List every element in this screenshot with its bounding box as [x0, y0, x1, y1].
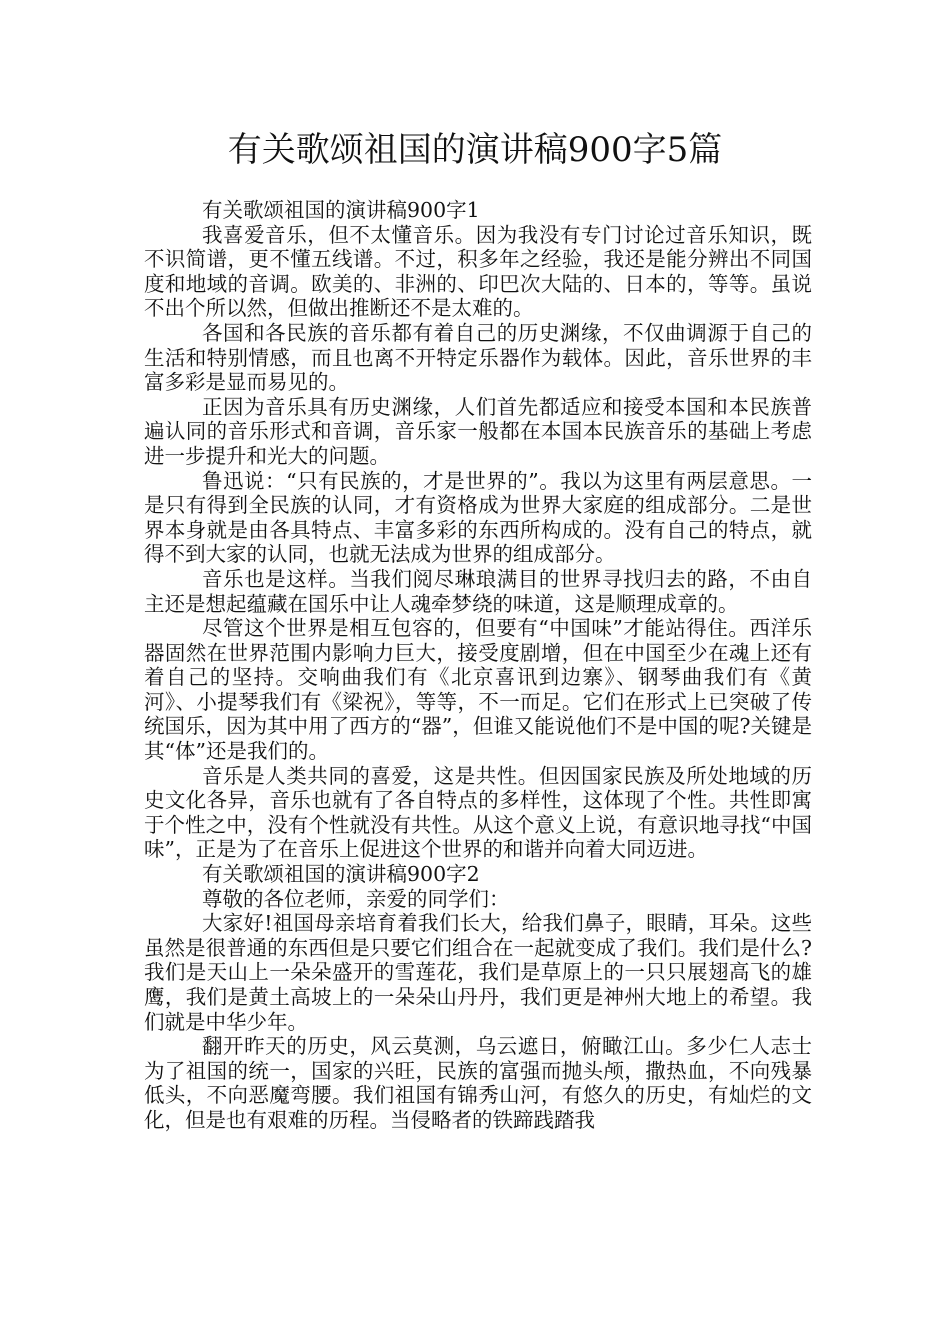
- paragraph: 音乐也是这样。当我们阅尽琳琅满目的世界寻找归去的路，不由自主还是想起蕴藏在国乐中让人魂牵梦绕的味道，这是顺理成章的。: [144, 566, 812, 616]
- paragraph: 大家好!祖国母亲培育着我们长大，给我们鼻子，眼睛，耳朵。这些虽然是很普通的东西但是只要它们组合在一起就变成了我们。我们是什么?我们是天山上一朵朵盛开的雪莲花，我们是草原上的一只只展翅高飞的雄鹰，我们是黄土高坡上的一朵朵山丹丹，我们更是神州大地上的希望。我们就是中华少年。: [144, 911, 812, 1034]
- paragraph: 各国和各民族的音乐都有着自己的历史渊缘，不仅曲调源于自己的生活和特别情感，而且也离不开特定乐器作为载体。因此，音乐世界的丰富多彩是显而易见的。: [144, 320, 812, 395]
- salutation: 尊敬的各位老师，亲爱的同学们：: [202, 886, 510, 911]
- document-title: 有关歌颂祖国的演讲稿900字5篇: [227, 130, 723, 170]
- paragraph: 正因为音乐具有历史渊缘，人们首先都适应和接受本国和本民族普遍认同的音乐形式和音调，音乐家一般都在本国本民族音乐的基础上考虑进一步提升和光大的问题。: [144, 394, 812, 468]
- paragraph: 音乐是人类共同的喜爱，这是共性。但因国家民族及所处地域的历史文化各异，音乐也就有了各自特点的多样性，这体现了个性。共性即寓于个性之中，没有个性就没有共性。从这个意义上说，有意识地寻找“中国味”，正是为了在音乐上促进这个世界的和谐并向着大同迈进。: [144, 763, 812, 862]
- paragraph: 鲁迅说：“只有民族的，才是世界的”。我以为这里有两层意思。一是只有得到全民族的认同，才有资格成为世界大家庭的组成部分。二是世界本身就是由各具特点、丰富多彩的东西所构成的。没有自己的特点，就得不到大家的认同，也就无法成为世界的组成部分。: [144, 468, 812, 567]
- document-body: [144, 198, 812, 1133]
- paragraph: 尽管这个世界是相互包容的，但要有“中国味”才能站得住。西洋乐器固然在世界范围内影响力巨大，接受度剧增，但在中国至少在魂上还有着自己的坚持。交响曲我们有《北京喜讯到边寨》、钢琴曲我们有《黄河》、小提琴我们有《梁祝》，等等，不一而足。它们在形式上已突破了传统国乐，因为其中用了西方的“器”，但谁又能说他们不是中国的呢?关键是其“体”还是我们的。: [144, 616, 812, 764]
- section-heading-1: 有关歌颂祖国的演讲稿900字1: [202, 198, 480, 222]
- paragraph: 翻开昨天的历史，风云莫测，乌云遮日，俯瞰江山。多少仁人志士为了祖国的统一，国家的兴旺，民族的富强而抛头颅，撒热血，不向残暴低头，不向恶魔弯腰。我们祖国有锦秀山河，有悠久的历史，有灿烂的文化，但是也有艰难的历程。当侵略者的铁蹄践踏我: [144, 1034, 812, 1132]
- paragraph: 我喜爱音乐，但不太懂音乐。因为我没有专门讨论过音乐知识，既不识简谱，更不懂五线谱。不过，积多年之经验，我还是能分辨出不同国度和地域的音调。欧美的、非洲的、印巴次大陆的、日本的，等等。虽说不出个所以然，但做出推断还不是太难的。: [144, 222, 812, 321]
- section-heading-2: 有关歌颂祖国的演讲稿900字2: [202, 862, 480, 887]
